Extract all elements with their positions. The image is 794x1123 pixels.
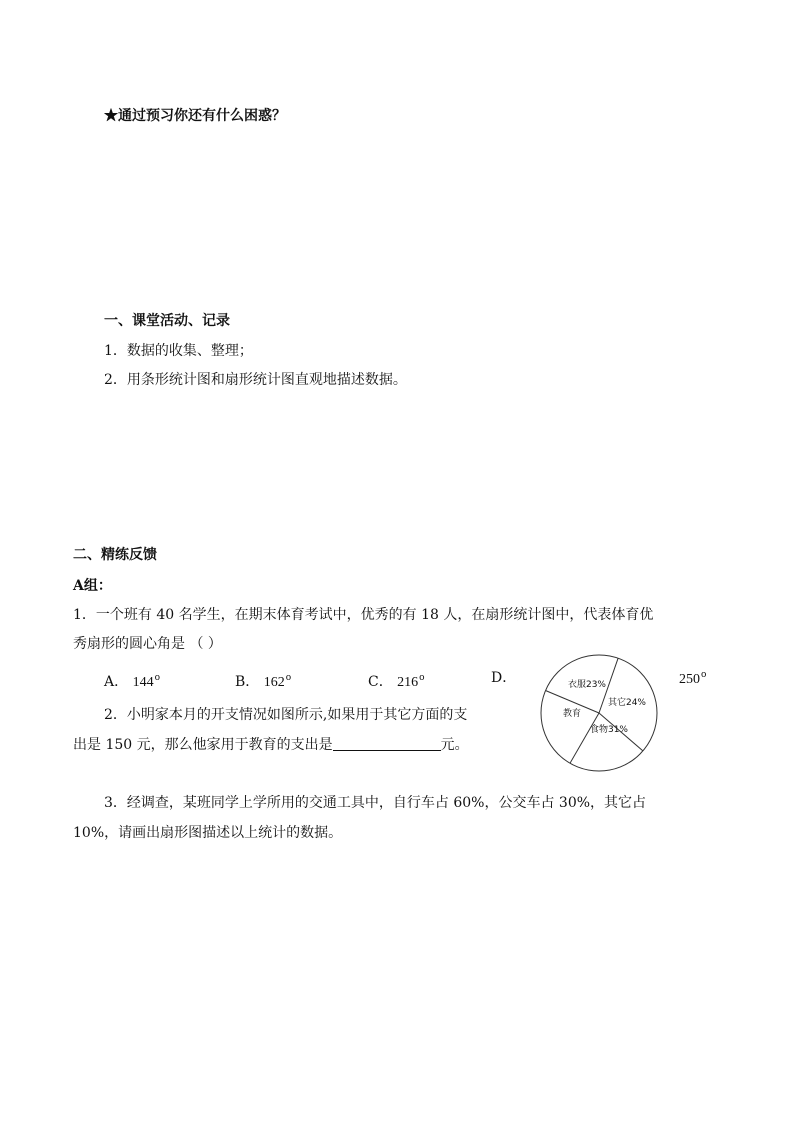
- option-a: [104, 669, 160, 692]
- q2-line2-before: 出是 150 元，那么他家用于教育的支出是: [73, 737, 333, 753]
- q3-line1: 3．经调查，某班同学上学所用的交通工具中，自行车占 60%，公交车占 30%，其它占: [104, 795, 647, 811]
- section2-title: 二、精练反馈: [73, 547, 157, 563]
- q2-line1: 2．小明家本月的开支情况如图所示,如果用于其它方面的支: [104, 707, 468, 723]
- option-b: [235, 669, 291, 692]
- option-a-label: A．: [104, 674, 129, 690]
- option-a-value: 144: [132, 675, 154, 690]
- option-d-label: D．: [491, 670, 517, 686]
- pie-slice-label-4: 教育: [562, 709, 582, 719]
- option-a-unit: o: [154, 673, 160, 683]
- answer-blank[interactable]: [333, 736, 441, 751]
- group-label: A组：: [73, 578, 112, 594]
- pie-slice-label-3: 食物31%: [589, 725, 629, 735]
- option-d-unit: o: [701, 670, 707, 680]
- option-d-value: 250: [679, 672, 700, 687]
- option-c: [368, 669, 425, 692]
- section1-title: 一、课堂活动、记录: [104, 313, 230, 329]
- q3-line2: 10%，请画出扇形图描述以上统计的数据。: [73, 825, 343, 841]
- expense-pie-chart: [535, 654, 663, 772]
- option-b-unit: o: [285, 673, 292, 683]
- q2-line2: [73, 736, 469, 754]
- preview-question: ★通过预习你还有什么困惑？: [104, 108, 286, 124]
- pie-slice-label-1: 衣服23%: [567, 680, 607, 690]
- q1-line1: 1．一个班有 40 名学生，在期末体育考试中，优秀的有 18 人，在扇形统计图中，代表体育优: [73, 607, 654, 623]
- option-c-label: C．: [368, 674, 393, 690]
- q2-line2-after: 元。: [440, 737, 469, 753]
- q1-line2: 秀扇形的圆心角是 （ ）: [73, 636, 222, 652]
- option-c-value: 216: [397, 675, 419, 690]
- section1-item-1: 1．数据的收集、整理；: [104, 343, 253, 359]
- section1-item-2: 2．用条形统计图和扇形统计图直观地描述数据。: [104, 372, 407, 388]
- option-b-label: B．: [235, 674, 260, 690]
- option-d-value-wrap: [679, 666, 706, 689]
- option-b-value: 162: [263, 675, 285, 690]
- pie-slice-label-2: 其它24%: [607, 698, 647, 708]
- option-c-unit: o: [419, 673, 425, 683]
